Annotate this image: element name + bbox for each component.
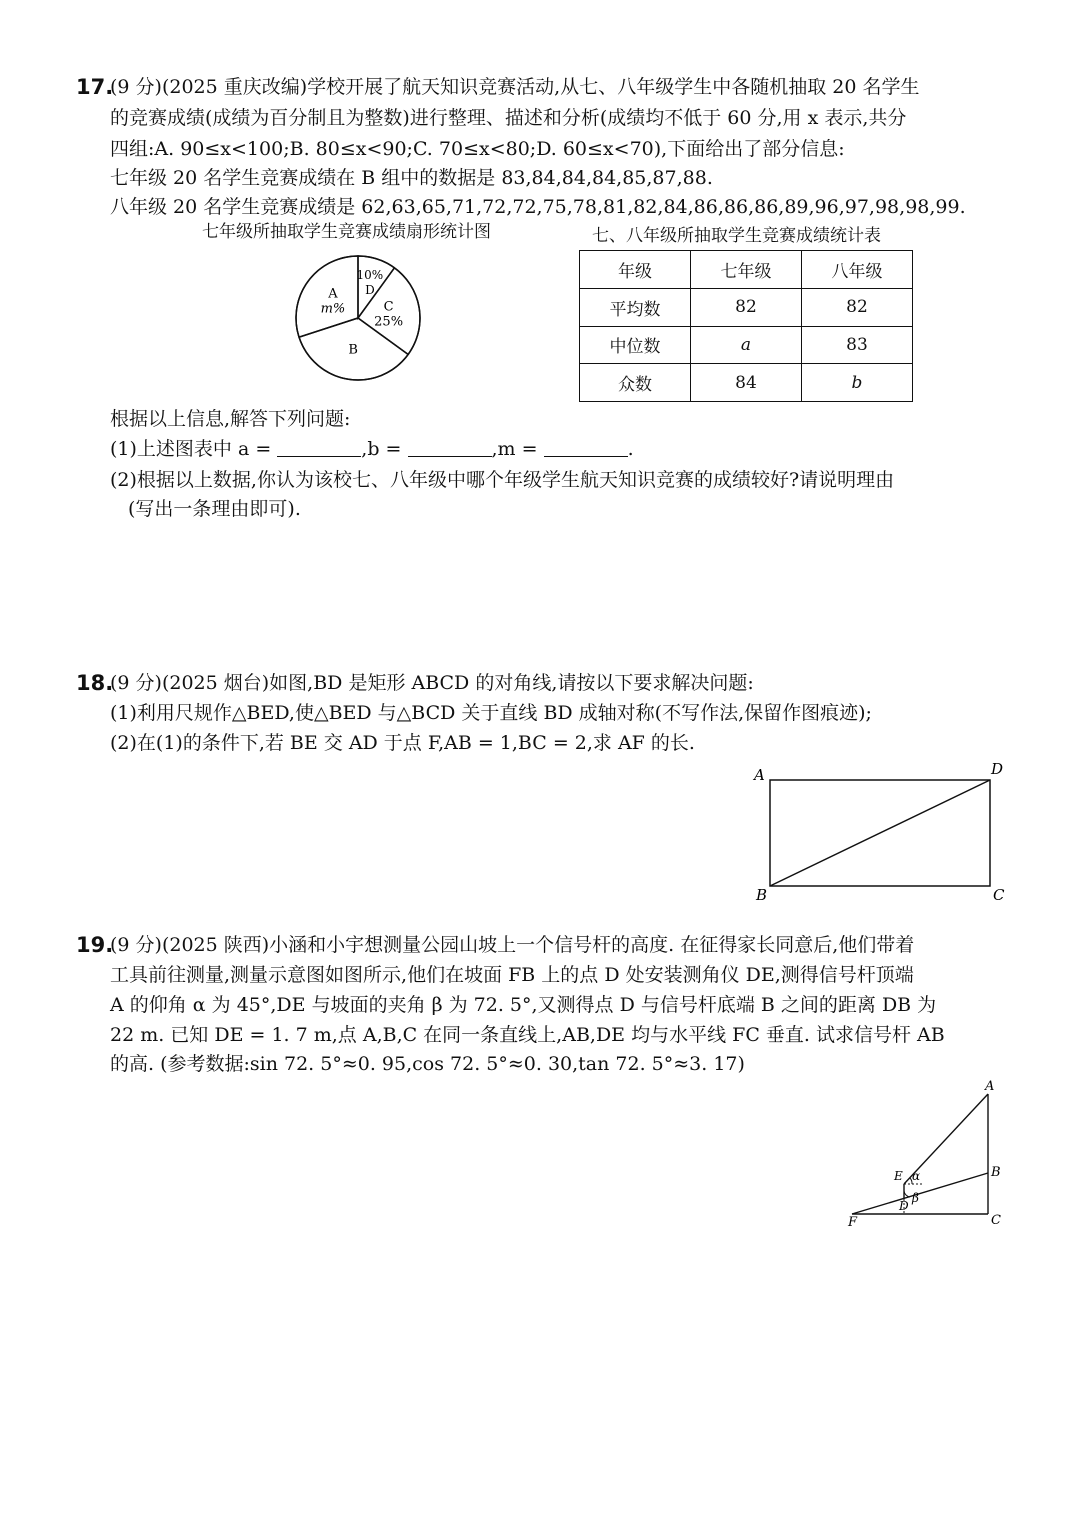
q17-part1 [110, 434, 634, 464]
label-a: A [754, 766, 765, 784]
stats-table-title: 七、八年级所抽取学生竞赛成绩统计表 [592, 226, 881, 246]
label-c: C [991, 1213, 1001, 1228]
table-cell: 82 [802, 288, 913, 326]
q18-line-3: (2)在(1)的条件下,若 BE 交 AD 于点 F,AB = 1,BC = 2,求 AF 的长. [110, 732, 695, 754]
q19-line-3: A 的仰角 α 为 45°,DE 与坡面的夹角 β 为 72. 5°,又测得点 D 与信号杆底端 B 之间的距离 DB 为 [110, 994, 937, 1016]
table-row [580, 288, 913, 326]
q19-line-4: 22 m. 已知 DE = 1. 7 m,点 A,B,C 在同一条直线上,AB,DE 均与水平线 FC 垂直. 试求信号杆 AB [110, 1024, 945, 1046]
q17-line-3: 四组:A. 90≤x<100;B. 80≤x<90;C. 70≤x<80;D. 60≤x<70),下面给出了部分信息: [110, 138, 845, 160]
q19-line-5: 的高. (参考数据:sin 72. 5°≈0. 95,cos 72. 5°≈0. 30,tan 72. 5°≈3. 17) [110, 1053, 745, 1075]
diagonal-bd [770, 780, 990, 886]
label-c: C [993, 886, 1005, 904]
label-b: B [756, 886, 768, 904]
table-row [580, 364, 913, 402]
pie-slice-a [296, 256, 358, 337]
label-f: F [848, 1215, 858, 1230]
part1-m-label: ,m = [491, 438, 538, 460]
label-beta: β [912, 1191, 919, 1205]
label-a: A [985, 1079, 995, 1094]
table-header-row [580, 251, 913, 289]
q19-line-2: 工具前往测量,测量示意图如图所示,他们在坡面 FB 上的点 D 处安装测角仪 DE,测得信号杆顶端 [110, 964, 914, 986]
table-cell: 众数 [580, 364, 691, 402]
pie-label-c-value: 25% [374, 314, 404, 330]
table-row [580, 326, 913, 364]
label-e: E [894, 1169, 903, 1183]
pie-label-b: B [348, 342, 358, 358]
pie-label-d-value: D [365, 282, 375, 297]
label-d: D [991, 760, 1004, 778]
q17-part2-line-2: (写出一条理由即可). [128, 498, 301, 520]
label-alpha: α [912, 1169, 921, 1183]
q18-line-2: (1)利用尺规作△BED,使△BED 与△BCD 关于直线 BD 成轴对称(不写作法,保留作图痕迹); [110, 702, 872, 724]
table-cell: 平均数 [580, 288, 691, 326]
table-cell: 82 [691, 288, 802, 326]
q17-prompt: 根据以上信息,解答下列问题: [110, 408, 351, 430]
q18-line-1: (9 分)(2025 烟台)如图,BD 是矩形 ABCD 的对角线,请按以下要求解决问题: [110, 672, 754, 694]
part1-prefix: (1)上述图表中 a = [110, 438, 272, 460]
table-header-cell: 年级 [580, 251, 691, 289]
table-cell: b [802, 364, 913, 402]
table-cell: 84 [691, 364, 802, 402]
table-cell: a [691, 326, 802, 364]
pie-chart [288, 248, 428, 388]
slope-figure [842, 1078, 1012, 1238]
answer-blank-m[interactable] [544, 438, 628, 457]
q17-number: 17. [76, 75, 114, 99]
q17-line-5: 八年级 20 名学生竞赛成绩是 62,63,65,71,72,72,75,78,81,82,84,86,86,86,89,96,97,98,98,99. [110, 196, 966, 218]
part1-end: . [627, 438, 634, 460]
table-cell: 中位数 [580, 326, 691, 364]
table-header-cell: 八年级 [802, 251, 913, 289]
q19-number: 19. [76, 933, 114, 957]
q17-part2-line-1: (2)根据以上数据,你认为该校七、八年级中哪个年级学生航天知识竞赛的成绩较好?请说明理由 [110, 469, 895, 491]
pie-label-d: 10% [356, 267, 384, 282]
answer-blank-b[interactable] [408, 438, 492, 457]
q19-line-1: (9 分)(2025 陕西)小涵和小宇想测量公园山坡上一个信号杆的高度. 在征得家长同意后,他们带着 [110, 934, 915, 956]
table-cell: 83 [802, 326, 913, 364]
pie-chart-title: 七年级所抽取学生竞赛成绩扇形统计图 [202, 222, 491, 242]
part1-b-label: ,b = [361, 438, 402, 460]
pie-label-a: A [328, 286, 338, 302]
q17-line-4: 七年级 20 名学生竞赛成绩在 B 组中的数据是 83,84,84,84,85,87,88. [110, 167, 713, 189]
q17-line-2: 的竞赛成绩(成绩为百分制且为整数)进行整理、描述和分析(成绩均不低于 60 分,用 x 表示,共分 [110, 107, 907, 129]
table-header-cell: 七年级 [691, 251, 802, 289]
pie-label-a-value: m% [320, 301, 346, 317]
stats-table [579, 250, 913, 402]
q18-number: 18. [76, 671, 114, 695]
answer-blank-a[interactable] [277, 438, 361, 457]
q17-line-1: (9 分)(2025 重庆改编)学校开展了航天知识竞赛活动,从七、八年级学生中各随机抽取 20 名学生 [110, 76, 920, 98]
label-b: B [991, 1165, 1001, 1180]
label-d: D [899, 1199, 909, 1213]
pie-label-c: C [383, 299, 394, 315]
rectangle-figure [748, 758, 1008, 908]
